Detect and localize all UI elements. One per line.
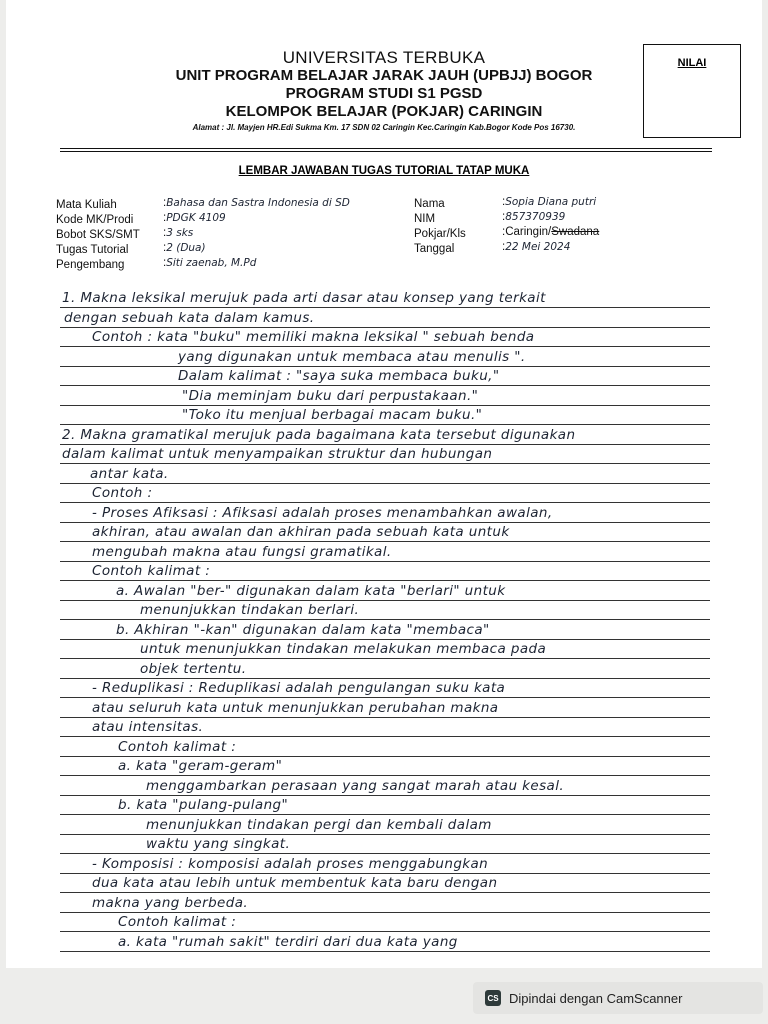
handwritten-line: "Dia meminjam buku dari perpustakaan." [182,387,479,404]
ruled-line [60,639,710,640]
handwritten-line: - Reduplikasi : Reduplikasi adalah pengulangan suku kata [92,680,506,696]
grade-box [643,44,741,138]
ruled-line [60,600,710,601]
header-divider-thin [60,151,712,152]
ruled-line [60,424,710,425]
ruled-line [60,483,710,484]
ruled-line [60,697,710,698]
ruled-line [60,795,710,796]
handwritten-line: dua kata atau lebih untuk membentuk kata baru dengan [92,875,498,891]
ruled-line [60,327,710,328]
ruled-line [60,619,710,620]
handwritten-line: Contoh : kata "buku" memiliki makna leksikal " sebuah benda [92,329,535,345]
info-value: 22 Mei 2024 [505,241,571,253]
ruled-line [60,814,710,815]
watermark-text: Dipindai dengan CamScanner [509,990,683,1006]
ruled-line [60,307,710,308]
handwritten-line: Contoh : [92,485,153,501]
handwritten-line: dengan sebuah kata dalam kamus. [64,309,315,326]
info-values-left: :Bahasa dan Sastra Indonesia di SD :PDGK 4109 :3 sks :2 (Dua) :Siti zaenab, M.Pd [163,197,350,269]
ruled-line [60,853,710,854]
handwritten-line: menggambarkan perasaan yang sangat marah atau kesal. [146,777,565,794]
info-values-right: :Sopia Diana putri :857370939 :Caringin/Swadana :22 Mei 2024 [502,196,600,253]
ruled-line [60,892,710,893]
handwritten-line: b. Akhiran "-kan" digunakan dalam kata "membaca" [116,621,490,638]
ruled-line [60,444,710,445]
group-name: KELOMPOK BELAJAR (POKJAR) CARINGIN [225,103,543,120]
info-value: Siti zaenab, M.Pd [166,257,257,269]
info-label: NIM [414,213,436,225]
scanner-watermark [473,982,763,1014]
handwritten-line: menunjukkan tindakan berlari. [140,602,360,618]
ruled-line [60,951,710,952]
ruled-line [60,775,710,776]
ruled-line [60,658,710,659]
university-name: UNIVERSITAS TERBUKA [282,48,486,67]
info-value: Bahasa dan Sastra Indonesia di SD [166,197,350,209]
handwritten-line: makna yang berbeda. [92,894,249,911]
handwritten-line: - Proses Afiksasi : Afiksasi adalah proses menambahkan awalan, [92,504,553,521]
info-labels-left [56,198,140,273]
handwritten-line: waktu yang singkat. [146,836,291,852]
ruled-line [60,463,710,464]
handwritten-line: yang digunakan untuk membaca atau menulis ". [178,348,526,365]
ruled-line [60,502,710,503]
program-name: PROGRAM STUDI S1 PGSD [285,85,483,102]
info-value: 2 (Dua) [166,242,206,254]
ruled-line [60,931,710,932]
ruled-line [60,405,710,406]
grade-label: NILAI [677,57,707,69]
info-value: 857370939 [505,211,566,223]
ruled-line [60,678,710,679]
handwritten-line: atau seluruh kata untuk menunjukkan perubahan makna [92,699,499,716]
handwritten-line: antar kata. [90,465,169,482]
ruled-line [60,736,710,737]
header-divider [60,148,712,149]
handwritten-line: mengubah makna atau fungsi gramatikal. [92,543,392,560]
handwritten-line: menunjukkan tindakan pergi dan kembali dalam [146,816,492,833]
ruled-line [60,834,710,835]
handwritten-line: akhiran, atau awalan dan akhiran pada sebuah kata untuk [92,524,510,540]
info-value-struck: Swadana [551,226,600,238]
handwritten-line: atau intensitas. [92,719,204,735]
ruled-line [60,717,710,718]
ruled-line [60,366,710,367]
handwritten-line: a. kata "rumah sakit" terdiri dari dua kata yang [118,933,458,950]
ruled-line [60,912,710,913]
address: Alamat : Jl. Mayjen HR.Edi Sukma Km. 17 SDN 02 Caringin Kec.Caringin Kab.Bogor Kode Pos 16730. [192,123,576,132]
info-label: Pokjar/Kls [414,228,466,240]
handwritten-line: Contoh kalimat : [118,914,237,930]
info-label: Kode MK/Prodi [56,214,134,226]
info-value: PDGK 4109 [166,212,226,224]
handwritten-line: - Komposisi : komposisi adalah proses menggabungkan [92,855,489,872]
sheet-title: LEMBAR JAWABAN TUGAS TUTORIAL TATAP MUKA [238,165,530,177]
handwritten-line: objek tertentu. [140,660,247,677]
info-labels-right [414,197,466,257]
handwritten-line: Dalam kalimat : "saya suka membaca buku," [178,368,500,384]
ruled-line [60,522,710,523]
info-label: Tanggal [414,243,455,255]
info-value: Caringin/ [505,226,552,238]
camscanner-icon: CS [485,990,501,1006]
info-label: Pengembang [56,259,125,271]
handwritten-line: 2. Makna gramatikal merujuk pada bagaimana kata tersebut digunakan [62,426,576,443]
handwritten-line: a. Awalan "ber-" digunakan dalam kata "berlari" untuk [116,582,506,599]
info-label: Tugas Tutorial [56,244,129,256]
ruled-line [60,580,710,581]
handwritten-line: Contoh kalimat : [92,563,211,579]
ruled-line [60,756,710,757]
handwritten-line: Contoh kalimat : [118,738,237,755]
info-value: 3 sks [166,227,194,239]
handwritten-line: 1. Makna leksikal merujuk pada arti dasar atau konsep yang terkait [62,290,546,306]
info-label: Mata Kuliah [56,199,117,211]
handwritten-line: "Toko itu menjual berbagai macam buku." [182,407,483,423]
ruled-line [60,561,710,562]
ruled-line [60,541,710,542]
handwritten-line: a. kata "geram-geram" [118,758,283,774]
info-value: Sopia Diana putri [505,196,597,208]
info-label: Nama [414,198,445,210]
handwritten-line: untuk menunjukkan tindakan melakukan membaca pada [140,641,547,657]
ruled-line [60,873,710,874]
ruled-line [60,346,710,347]
ruled-line [60,385,710,386]
info-label: Bobot SKS/SMT [56,229,140,241]
handwritten-line: b. kata "pulang-pulang" [118,797,289,813]
unit-name: UNIT PROGRAM BELAJAR JARAK JAUH (UPBJJ) BOGOR [175,67,593,84]
handwritten-line: dalam kalimat untuk menyampaikan struktur dan hubungan [62,446,493,462]
